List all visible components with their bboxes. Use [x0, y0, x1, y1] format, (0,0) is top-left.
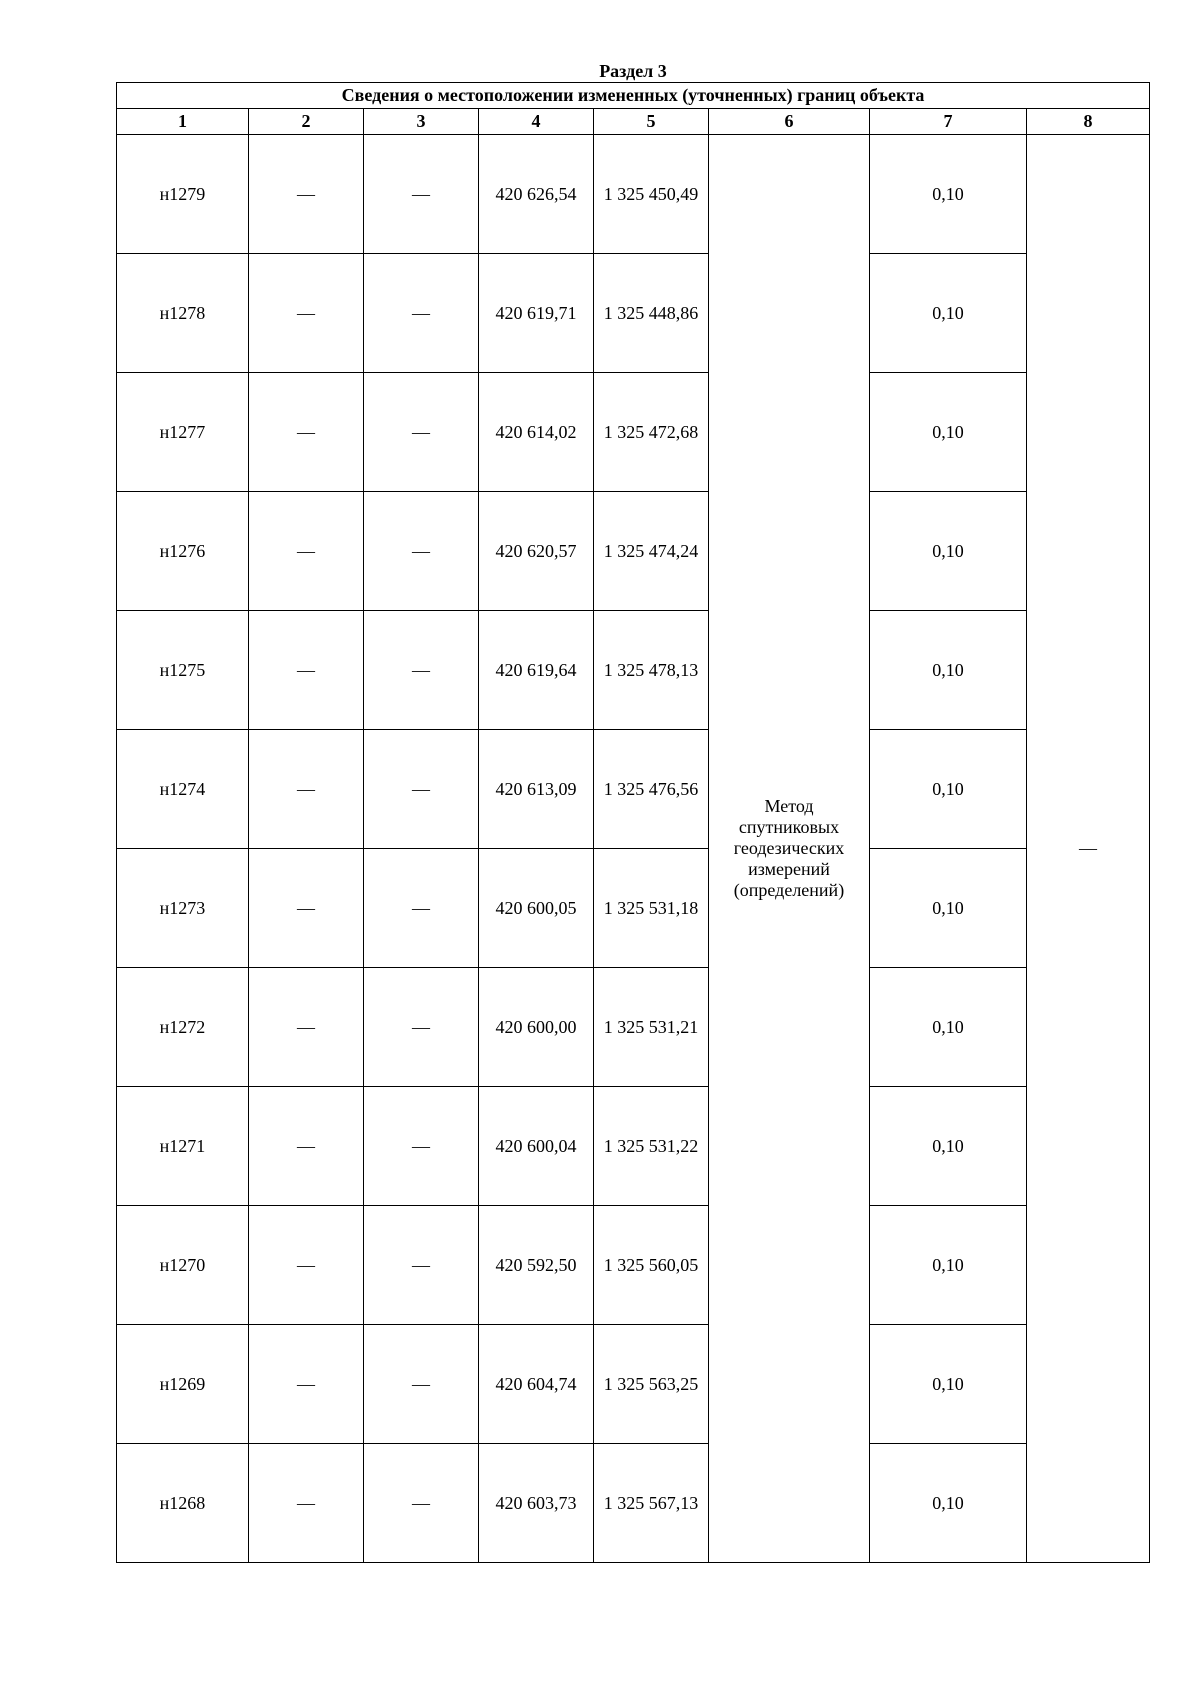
x-coordinate-cell: 420 604,74 [479, 1325, 594, 1444]
table-row [117, 254, 1150, 373]
dash-cell: — [364, 1087, 479, 1206]
method-line: измерений [748, 859, 830, 879]
boundary-table [116, 82, 1150, 1563]
x-coordinate-cell: 420 600,04 [479, 1087, 594, 1206]
dash-cell: — [249, 373, 364, 492]
table-row [117, 1206, 1150, 1325]
dash-cell: — [249, 968, 364, 1087]
y-coordinate-cell: 1 325 448,86 [594, 254, 709, 373]
dash-cell: — [249, 611, 364, 730]
dash-cell: — [364, 1325, 479, 1444]
section-title: Раздел 3 [599, 61, 667, 81]
table-row [117, 849, 1150, 968]
table-row [117, 1444, 1150, 1563]
x-coordinate-cell: 420 626,54 [479, 135, 594, 254]
column-number: 5 [594, 109, 709, 135]
table-caption: Сведения о местоположении измененных (уточненных) границ объекта [117, 83, 1150, 109]
x-coordinate-cell: 420 620,57 [479, 492, 594, 611]
y-coordinate-cell: 1 325 563,25 [594, 1325, 709, 1444]
point-name-cell: н1269 [117, 1325, 249, 1444]
point-name-cell: н1279 [117, 135, 249, 254]
y-coordinate-cell: 1 325 531,22 [594, 1087, 709, 1206]
table-row [117, 611, 1150, 730]
table-body [117, 135, 1150, 1563]
accuracy-cell: 0,10 [870, 1087, 1027, 1206]
table-row [117, 968, 1150, 1087]
dash-cell: — [364, 730, 479, 849]
x-coordinate-cell: 420 600,00 [479, 968, 594, 1087]
dash-cell: — [364, 849, 479, 968]
dash-cell: — [249, 1325, 364, 1444]
x-coordinate-cell: 420 600,05 [479, 849, 594, 968]
dash-cell: — [249, 1444, 364, 1563]
accuracy-cell: 0,10 [870, 492, 1027, 611]
accuracy-cell: 0,10 [870, 1206, 1027, 1325]
method-line: геодезических [733, 838, 845, 858]
method-line: спутниковых [738, 817, 840, 837]
dash-cell: — [364, 1444, 479, 1563]
y-coordinate-cell: 1 325 476,56 [594, 730, 709, 849]
table-row [117, 1325, 1150, 1444]
column-number: 1 [117, 109, 249, 135]
table-caption-row [117, 83, 1150, 109]
accuracy-cell: 0,10 [870, 254, 1027, 373]
y-coordinate-cell: 1 325 567,13 [594, 1444, 709, 1563]
x-coordinate-cell: 420 603,73 [479, 1444, 594, 1563]
column-number: 6 [709, 109, 870, 135]
accuracy-cell: 0,10 [870, 1325, 1027, 1444]
table-row [117, 492, 1150, 611]
dash-cell: — [249, 135, 364, 254]
point-name-cell: н1278 [117, 254, 249, 373]
method-line: Метод [764, 796, 814, 816]
column-number: 7 [870, 109, 1027, 135]
point-name-cell: н1275 [117, 611, 249, 730]
accuracy-cell: 0,10 [870, 730, 1027, 849]
method-line: (определений) [733, 880, 845, 900]
accuracy-cell: 0,10 [870, 611, 1027, 730]
dash-cell: — [249, 254, 364, 373]
y-coordinate-cell: 1 325 478,13 [594, 611, 709, 730]
accuracy-cell: 0,10 [870, 135, 1027, 254]
y-coordinate-cell: 1 325 474,24 [594, 492, 709, 611]
point-name-cell: н1268 [117, 1444, 249, 1563]
y-coordinate-cell: 1 325 450,49 [594, 135, 709, 254]
point-name-cell: н1272 [117, 968, 249, 1087]
point-name-cell: н1270 [117, 1206, 249, 1325]
dash-cell: — [249, 730, 364, 849]
accuracy-cell: 0,10 [870, 968, 1027, 1087]
x-coordinate-cell: 420 614,02 [479, 373, 594, 492]
point-name-cell: н1271 [117, 1087, 249, 1206]
accuracy-cell: 0,10 [870, 849, 1027, 968]
dash-cell: — [364, 1206, 479, 1325]
table-row [117, 730, 1150, 849]
column-number-row [117, 109, 1150, 135]
table-row [117, 135, 1150, 254]
dash-cell: — [249, 492, 364, 611]
table-row [117, 373, 1150, 492]
column-8-dash-cell: — [1027, 135, 1150, 1563]
y-coordinate-cell: 1 325 531,18 [594, 849, 709, 968]
column-number: 3 [364, 109, 479, 135]
x-coordinate-cell: 420 592,50 [479, 1206, 594, 1325]
y-coordinate-cell: 1 325 531,21 [594, 968, 709, 1087]
accuracy-cell: 0,10 [870, 1444, 1027, 1563]
x-coordinate-cell: 420 613,09 [479, 730, 594, 849]
dash-cell: — [364, 373, 479, 492]
dash-cell: — [249, 1206, 364, 1325]
dash-cell: — [364, 492, 479, 611]
y-coordinate-cell: 1 325 472,68 [594, 373, 709, 492]
dash-cell: — [364, 968, 479, 1087]
x-coordinate-cell: 420 619,71 [479, 254, 594, 373]
accuracy-cell: 0,10 [870, 373, 1027, 492]
x-coordinate-cell: 420 619,64 [479, 611, 594, 730]
y-coordinate-cell: 1 325 560,05 [594, 1206, 709, 1325]
column-number: 2 [249, 109, 364, 135]
dash-cell: — [249, 1087, 364, 1206]
point-name-cell: н1274 [117, 730, 249, 849]
dash-cell: — [249, 849, 364, 968]
point-name-cell: н1276 [117, 492, 249, 611]
column-number: 8 [1027, 109, 1150, 135]
column-number: 4 [479, 109, 594, 135]
table-row [117, 1087, 1150, 1206]
dash-cell: — [364, 254, 479, 373]
dash-cell: — [364, 611, 479, 730]
point-name-cell: н1277 [117, 373, 249, 492]
method-cell [709, 135, 870, 1563]
point-name-cell: н1273 [117, 849, 249, 968]
dash-cell: — [364, 135, 479, 254]
